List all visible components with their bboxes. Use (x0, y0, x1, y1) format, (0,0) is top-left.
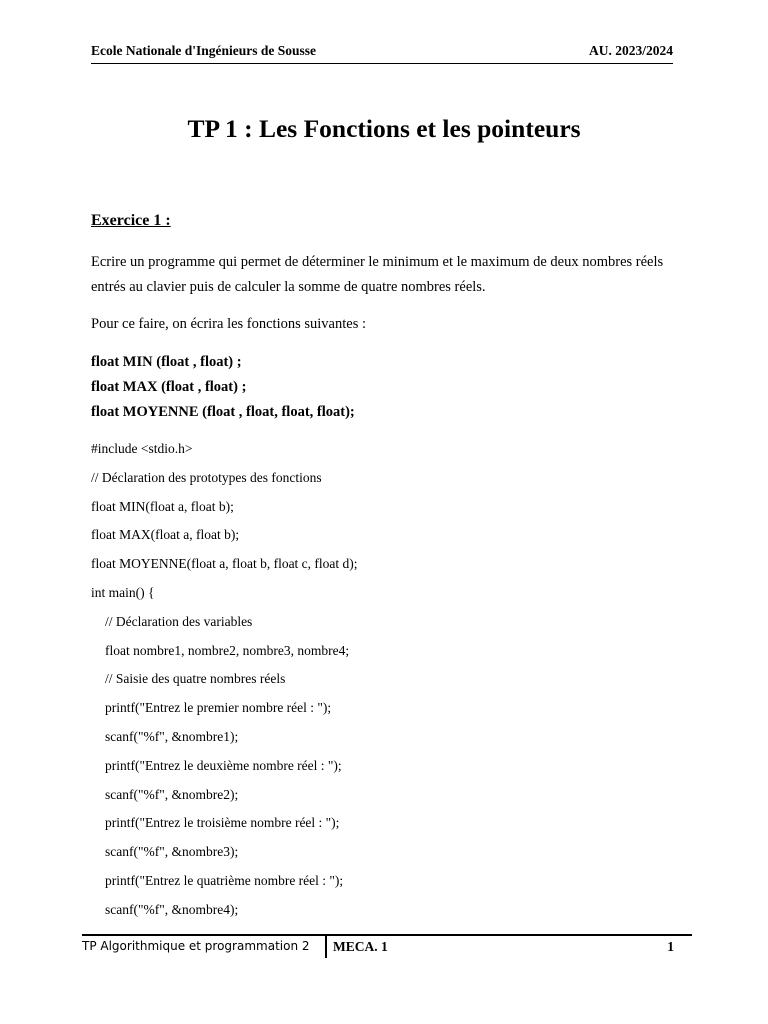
code-block (91, 437, 691, 927)
code-line: float MAX(float a, float b); (91, 527, 240, 543)
code-line: // Déclaration des variables (105, 613, 253, 629)
code-line: scanf("%f", &nombre1); (105, 728, 239, 744)
prototype-max: float MAX (float , float) ; (91, 379, 247, 395)
code-line: float nombre1, nombre2, nombre3, nombre4; (105, 642, 350, 658)
code-line: printf("Entrez le quatrième nombre réel : "); (105, 872, 344, 888)
code-line: printf("Entrez le troisième nombre réel : "); (105, 815, 340, 831)
code-line: // Saisie des quatre nombres réels (105, 671, 286, 687)
academic-year: AU. 2023/2024 (589, 43, 673, 58)
code-line: scanf("%f", &nombre4); (105, 901, 239, 917)
prototype-list (91, 350, 691, 425)
code-line: float MIN(float a, float b); (91, 498, 234, 514)
exercise-statement: Ecrire un programme qui permet de déterminer le minimum et le maximum de deux nombres réels entrés au clavier puis de calculer la somme de quatre nombres réels. (91, 254, 664, 295)
instruction-text: Pour ce faire, on écrira les fonctions suivantes : (91, 316, 367, 332)
code-line: scanf("%f", &nombre2); (105, 786, 239, 802)
code-line: scanf("%f", &nombre3); (105, 844, 239, 860)
page-footer (82, 934, 692, 960)
code-line: float MOYENNE(float a, float b, float c, float d); (91, 556, 358, 572)
code-line: printf("Entrez le deuxième nombre réel : "); (105, 757, 342, 773)
course-name: TP Algorithmique et programmation 2 (82, 939, 310, 953)
footer-divider (325, 936, 327, 958)
exercise-heading: Exercice 1 : (91, 212, 171, 229)
document-title: TP 1 : Les Fonctions et les pointeurs (187, 114, 581, 143)
code-line: int main() { (91, 584, 155, 600)
prototype-min: float MIN (float , float) ; (91, 354, 242, 370)
code-line: // Déclaration des prototypes des fonctions (91, 469, 322, 485)
prototype-moyenne: float MOYENNE (float , float, float, float); (91, 404, 355, 420)
code-line: printf("Entrez le premier nombre réel : "); (105, 700, 332, 716)
page-number: 1 (667, 939, 674, 954)
class-label: MECA. 1 (333, 939, 388, 954)
page-header (91, 43, 673, 64)
school-name: Ecole Nationale d'Ingénieurs de Sousse (91, 43, 317, 58)
code-line: #include <stdio.h> (91, 441, 193, 456)
